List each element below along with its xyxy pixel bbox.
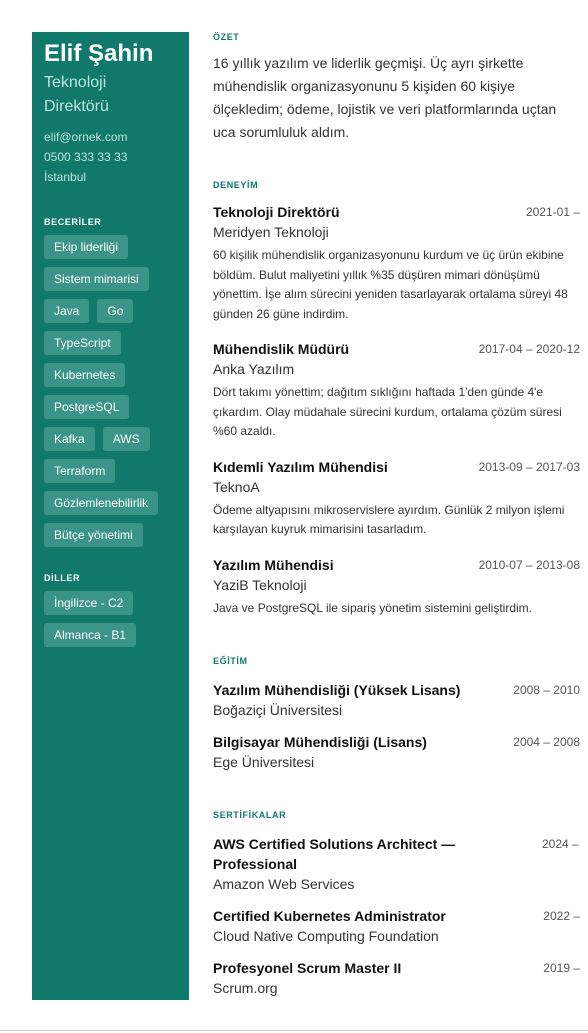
skill-tag: PostgreSQL: [44, 395, 129, 419]
certification-issuer: Amazon Web Services: [213, 876, 355, 892]
languages-list: [44, 591, 184, 647]
school-name: Ege Üniversitesi: [213, 754, 315, 770]
skill-tag: Bütçe yönetimi: [44, 523, 143, 547]
skills-list: [44, 235, 184, 547]
skill-tag: Kafka: [44, 427, 95, 451]
certification-issuer: Scrum.org: [213, 980, 278, 996]
certification-item: [213, 834, 580, 894]
experience-item: [213, 555, 580, 619]
job-dates: 2021-01 –: [525, 205, 580, 219]
certification-name: AWS Certified Solutions Architect — Professional: [213, 836, 456, 872]
skill-tag: Ekip liderliği: [44, 235, 128, 259]
experience-item: [213, 202, 580, 324]
summary-heading: ÖZET: [213, 32, 240, 42]
certification-item: [213, 906, 580, 946]
education-item: [213, 680, 580, 720]
degree-name: Yazılım Mühendisliği (Yüksek Lisans): [213, 682, 461, 698]
job-role: Teknoloji Direktörü: [213, 204, 340, 220]
language-tag: İngilizce - C2: [44, 591, 133, 615]
certifications-heading: SERTİFİKALAR: [213, 810, 287, 820]
education-dates: 2004 – 2008: [513, 735, 580, 749]
job-description: Ödeme altyapısını mikroservislere ayırdım. Günlük 2 milyon işlemi karşılayan kuyruk mimarisini tasarladım.: [213, 502, 565, 536]
job-company: Anka Yazılım: [213, 361, 295, 377]
city-text: İstanbul: [44, 170, 87, 184]
skill-tag: Gözlemlenebilirlik: [44, 491, 158, 515]
skill-tag: TypeScript: [44, 331, 121, 355]
skill-tag: Kubernetes: [44, 363, 125, 387]
certification-date: 2019 –: [543, 961, 580, 975]
phone-text: 0500 333 33 33: [44, 150, 128, 164]
person-name: Elif Şahin: [44, 40, 154, 67]
page-divider: [0, 1030, 588, 1031]
certification-issuer: Cloud Native Computing Foundation: [213, 928, 439, 944]
email-text: elif@ornek.com: [44, 130, 128, 144]
experience-item: [213, 457, 580, 540]
job-company: TeknoA: [213, 478, 260, 495]
education-item: [213, 732, 580, 772]
skills-heading: BECERİLER: [44, 217, 102, 227]
job-role: Yazılım Mühendisi: [213, 556, 334, 573]
job-dates: 2017-04 – 2020-12: [478, 342, 580, 356]
education-heading: EĞİTİM: [213, 656, 248, 666]
skill-tag: Java: [44, 299, 89, 323]
degree-name: Bilgisayar Mühendisliği (Lisans): [213, 734, 427, 750]
job-dates: 2013-09 – 2017-03: [478, 459, 580, 474]
school-name: Boğaziçi Üniversitesi: [213, 702, 343, 718]
experience-item: [213, 339, 580, 442]
summary-text: 16 yıllık yazılım ve liderlik geçmişi. Üç ayrı şirkette mühendislik organizasyonunu 5 kişiden 60 kişiye ölçekledim; ödeme, lojistik ve veri platformlarında uçtan uca sorumluluk aldım.: [213, 55, 557, 140]
job-dates: 2010-07 – 2013-08: [478, 557, 580, 572]
certification-name: Profesyonel Scrum Master II: [213, 960, 402, 976]
certification-item: [213, 958, 580, 998]
skill-tag: Sistem mimarisi: [44, 267, 149, 291]
sidebar: [32, 32, 189, 1000]
person-title: Teknoloji Direktörü: [44, 74, 109, 115]
job-description: Java ve PostgreSQL ile sipariş yönetim sistemini geliştirdim.: [213, 600, 533, 615]
languages-heading: DİLLER: [44, 573, 81, 583]
certification-date: 2022 –: [543, 909, 580, 923]
language-tag: Almanca - B1: [44, 623, 136, 647]
job-description: Dört takımı yönettim; dağıtım sıklığını haftada 1'den günde 4'e çıkardım. Olay müdahale sürecini kurdum, ortalama çözüm süresi %60 azaldı.: [213, 385, 562, 438]
skill-tag: Terraform: [44, 459, 115, 483]
skill-tag: Go: [97, 299, 133, 323]
job-company: YaziB Teknoloji: [213, 576, 307, 593]
job-description: 60 kişilik mühendislik organizasyonunu kurdum ve üç ürün ekibine böldüm. Bulut maliyetini yıllık %35 düşüren mimari dönüşümü yönettim. İşe alım sürecini yeniden tasarlayarak ortalama süreyi 48 günden 26 güne indirdim.: [213, 248, 568, 321]
main-content: [213, 32, 580, 998]
certification-date: 2024 –: [542, 837, 579, 851]
experience-heading: DENEYİM: [213, 180, 259, 190]
skill-tag: AWS: [103, 427, 150, 451]
certification-name: Certified Kubernetes Administrator: [213, 908, 446, 924]
education-dates: 2008 – 2010: [513, 683, 580, 697]
job-role: Kıdemli Yazılım Mühendisi: [213, 458, 388, 475]
job-company: Meridyen Teknoloji: [213, 224, 329, 240]
job-role: Mühendislik Müdürü: [213, 341, 350, 357]
contact-info: [44, 127, 177, 187]
